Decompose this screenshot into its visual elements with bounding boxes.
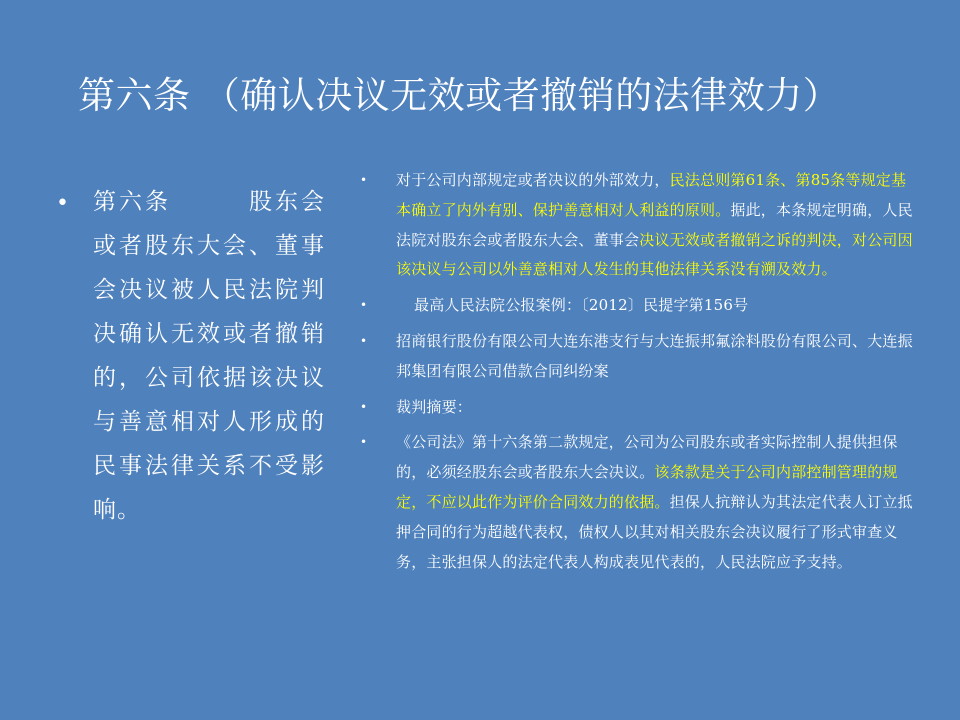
list-item [356,291,916,321]
slide-title: 第六条 （确认决议无效或者撤销的法律效力） [78,74,841,117]
item-text: 《公司法》第十六条第二款规定，公司为公司股东或者实际控制人提供担保的，必须经股东会或者股东大会决议。 [396,433,898,482]
summary-label: 裁判摘要： [396,397,473,416]
bullet-icon: • [360,435,368,450]
item-text: 担保人抗辩认为其法定代表人订立抵押合同的行为超越代表权，债权人以其对相关股东会决议履行了形式审查义务，主张担保人的法定代表人构成表见代表的，人民法院应予支持。 [396,492,913,571]
bullet-icon: • [56,191,69,216]
article-six-text: 第六条 股东会或者股东大会、董事会决议被人民法院判决确认无效或者撤销的，公司依据该决议与善意相对人形成的民事法律关系不受影响。 [93,189,325,523]
list-item [356,393,916,423]
item-highlight: 该条款是关于公司内部控制管理的规定，不应以此作为评价合同效力的依据。 [396,463,898,511]
bullet-icon: • [360,173,368,187]
bullet-icon: • [360,333,368,348]
item-highlight: 决议无效或者撤销之诉的判决，对公司因该决议与公司以外善意相对人发生的其他法律关系没有溯及效力。 [396,230,913,279]
list-item [356,327,916,387]
bullet-icon: • [360,399,368,414]
list-item [356,428,916,577]
right-column [356,166,916,583]
case-reference: 最高人民法院公报案例：〔2012〕民提字第156号 [414,296,749,315]
item-text: 据此，本条规定明确，人民法院对股东会或者股东大会、董事会 [396,200,913,249]
list-item [356,166,916,285]
item-highlight: 民法总则第61条、第85条等规定基本确立了内外有别、保护善意相对人利益的原则。 [396,171,907,219]
bullet-icon: • [360,298,368,313]
left-column [56,180,328,532]
item-text: 对于公司内部规定或者决议的外部效力， [396,171,670,189]
case-name: 招商银行股份有限公司大连东港支行与大连振邦氟涂料股份有限公司、大连振邦集团有限公司借款合同纠纷案 [396,331,913,380]
